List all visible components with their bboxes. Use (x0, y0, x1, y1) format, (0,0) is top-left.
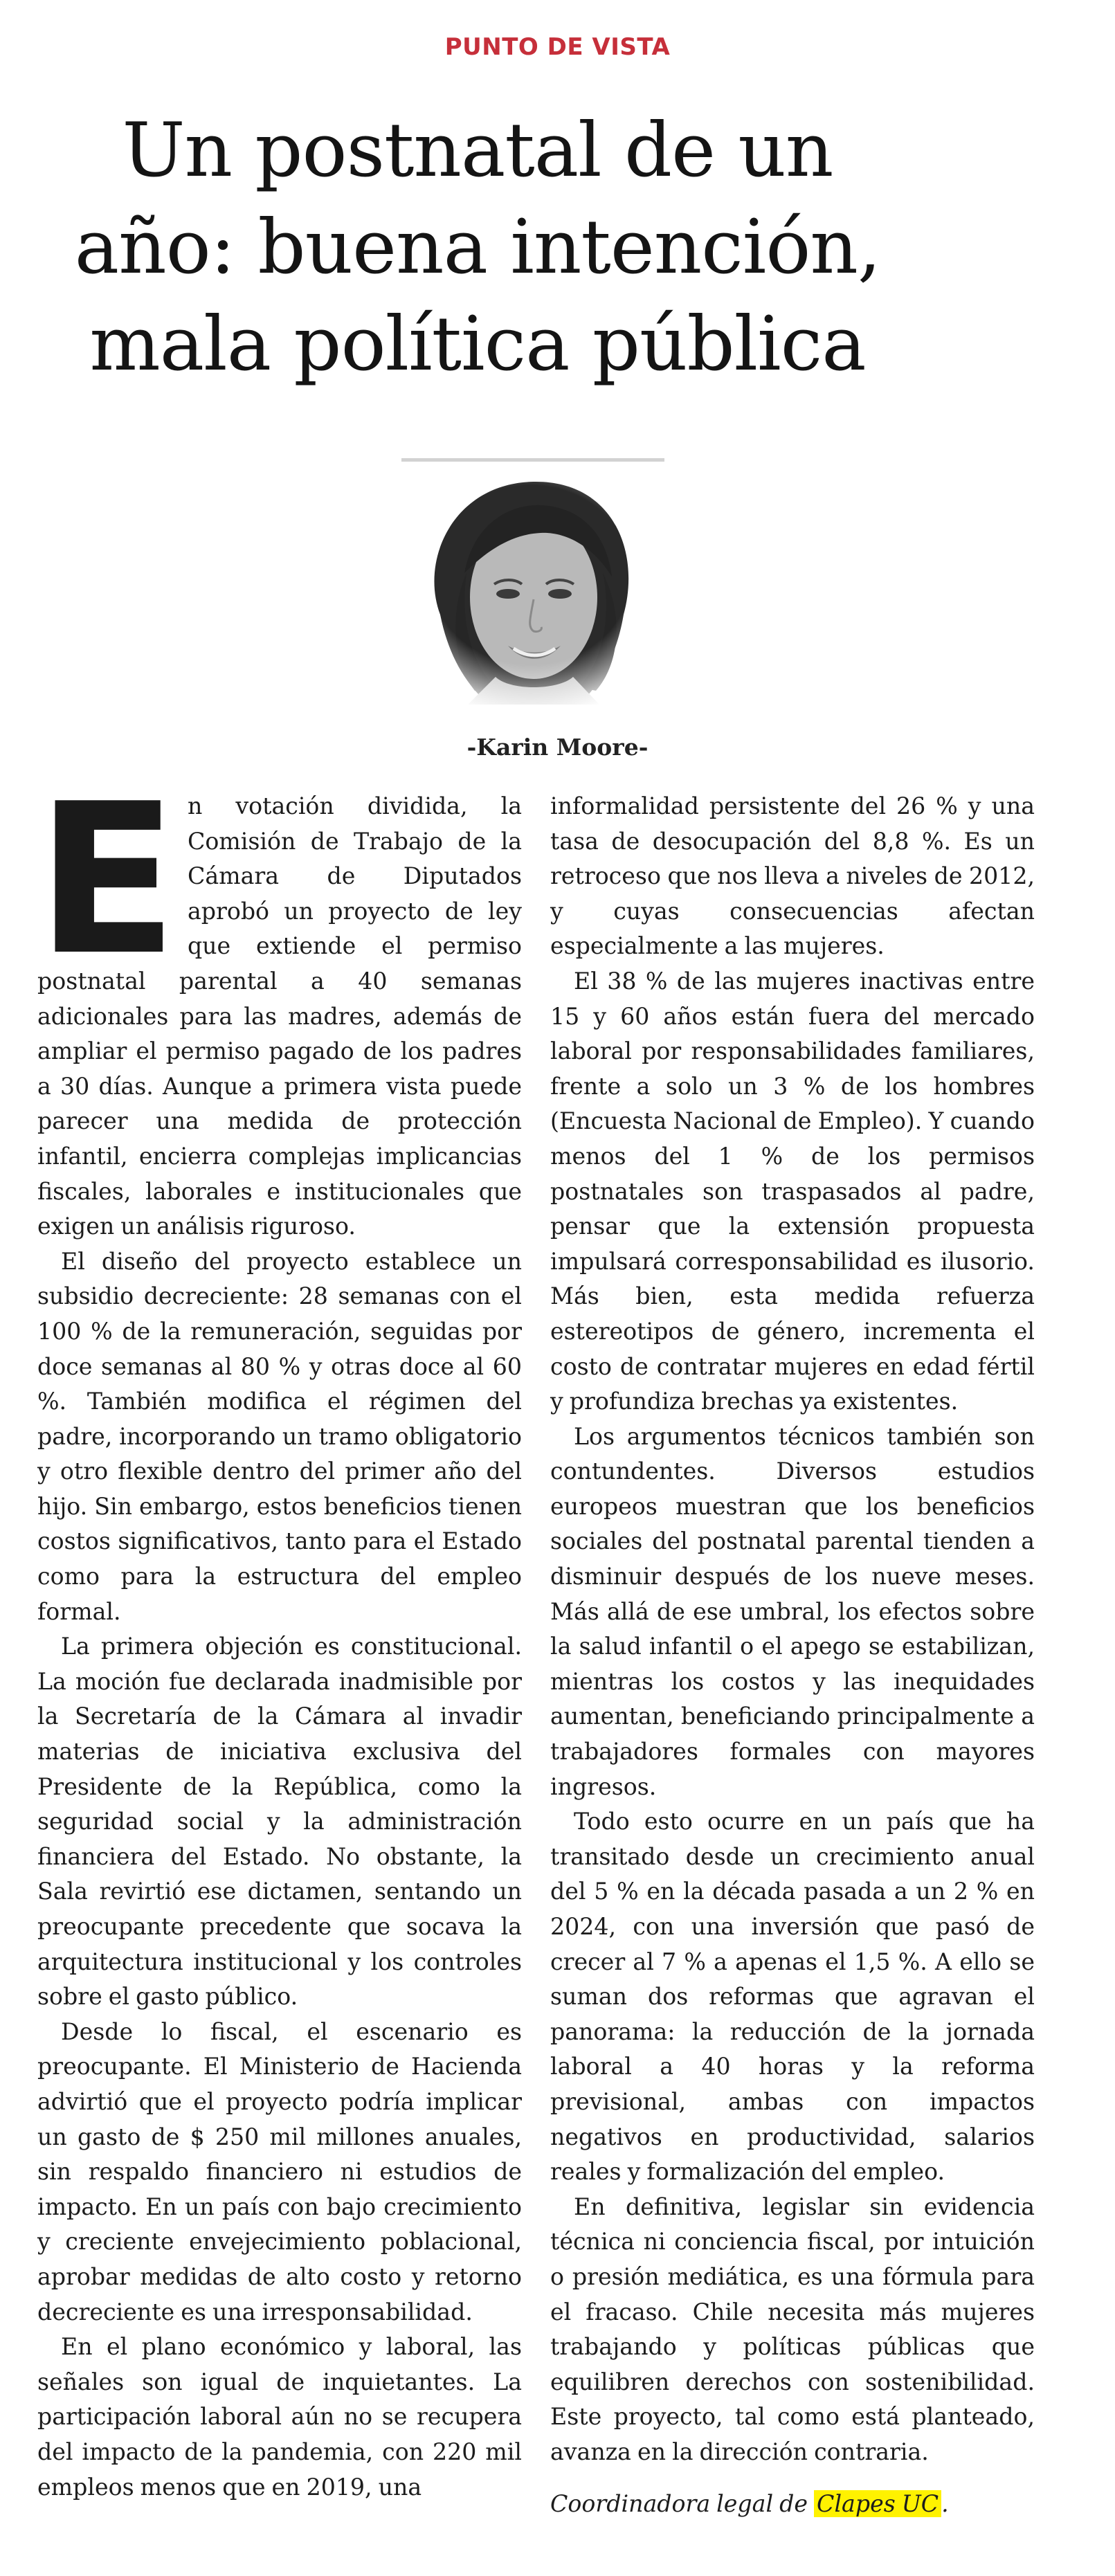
author-photo (392, 455, 670, 705)
article-paragraph: Todo esto ocurre en un país que ha transitado desde un crecimiento anual del 5 % en la década pasada a un 2 % en 2024, con una inversión que pasó de crecer al 7 % a apenas el 1,5 %. A ello se suman dos reformas que agravan el panorama: la reducción de la jornada laboral a 40 horas y la reforma previsional, ambas con impactos negativos en productividad, salarios reales y formalización del empleo. (550, 1808, 1035, 2186)
article-paragraph: En votación dividida, la Comisión de Trabajo de la Cámara de Diputados aprobó un proyecto de ley que extiende el permiso postnatal parental a 40 semanas adicionales para las madres, además de ampliar el permiso pagado de los padres a 30 días. Aunque a primera vista puede parecer una medida de protección infantil, encierra complejas implicancias fiscales, laborales e institucionales que exigen un análisis riguroso. (36, 759, 522, 1240)
article-paragraph: En el plano económico y laboral, las señales son igual de inquietantes. La participación laboral aún no se recupera del impacto de la pandemia, con 220 mil empleos menos que en 2019, una (37, 2333, 522, 2501)
article-column-right (550, 789, 1035, 2521)
article-paragraph: La primera objeción es constitucional. La moción fue declarada inadmisible por la Secretaría de la Cámara al invadir materias de iniciativa exclusiva del Presidente de la República, como la seguridad social y la administración financiera del Estado. No obstante, la Sala revirtió ese dictamen, sentando un preocupante precedente que socava la arquitectura institucional y los controles sobre el gasto público. (37, 1633, 522, 2011)
article-column-left (36, 759, 522, 2505)
section-label: PUNTO DE VISTA (444, 33, 671, 61)
author-affiliation: Coordinadora legal de Clapes UC . (550, 2489, 949, 2517)
article-paragraph: Los argumentos técnicos también son contundentes. Diversos estudios europeos muestran que los beneficios sociales del postnatal parental tienden a disminuir después de los nueve meses. Más allá de ese umbral, los efectos sobre la salud infantil o el apego se estabilizan, mientras los costos y las inequidades aumentan, beneficiando principalmente a trabajadores formales con mayores ingresos. (550, 1422, 1035, 1800)
article-paragraph: En definitiva, legislar sin evidencia técnica ni conciencia fiscal, por intuición o presión mediática, es una fórmula para el fracaso. Chile necesita más mujeres trabajando y políticas públicas que equilibren derechos con sostenibilidad. Este proyecto, tal como está planteado, avanza en la dirección contraria. (550, 2193, 1035, 2465)
article-paragraph: Desde lo fiscal, el escenario es preocupante. El Ministerio de Hacienda advirtió que el proyecto podría implicar un gasto de $ 250 mil millones anuales, sin respaldo financiero ni estudios de impacto. En un país con bajo crecimiento y creciente envejecimiento poblacional, aprobar medidas de alto costo y retorno decreciente es una irresponsabilidad. (37, 2017, 522, 2325)
article-paragraph: El diseño del proyecto establece un subsidio decreciente: 28 semanas con el 100 % de la remuneración, seguidas por doce semanas al 80 % y otras doce al 60 %. También modifica el régimen del padre, incorporando un tramo obligatorio y otro flexible dentro del primer año del hijo. Sin embargo, estos beneficios tienen costos significativos, tanto para el Estado como para la estructura del empleo formal. (37, 1247, 522, 1625)
article-paragraph-continued: informalidad persistente del 26 % y una tasa de desocupación del 8,8 %. Es un retroceso que nos lleva a niveles de 2012, y cuyas consecuencias afectan especialmente a las mujeres. (550, 792, 1035, 960)
author-byline: -Karin Moore- (466, 734, 649, 761)
drop-cap: E (36, 759, 178, 1001)
headline (35, 102, 921, 393)
photo-top-rule (401, 458, 664, 462)
article-paragraph: El 38 % de las mujeres inactivas entre 15 y 60 años están fuera del mercado laboral por responsabilidades familiares, frente a solo un 3 % de los hombres (Encuesta Nacional de Empleo). Y cuando menos del 1 % de los permisos postnatales son traspasados al padre, pensar que la extensión propuesta impulsará corresponsabilidad es ilusorio. Más bien, esta medida refuerza estereotipos de género, incrementa el costo de contratar mujeres en edad fértil y profundiza brechas ya existentes. (550, 967, 1035, 1415)
highlighted-organization: Clapes UC (814, 2490, 941, 2517)
author-portrait-illustration (392, 455, 670, 705)
headline-line-1: Un postnatal de un (122, 107, 833, 194)
headline-line-2: año: buena intención, (74, 204, 881, 291)
headline-line-3: mala política pública (89, 301, 866, 388)
